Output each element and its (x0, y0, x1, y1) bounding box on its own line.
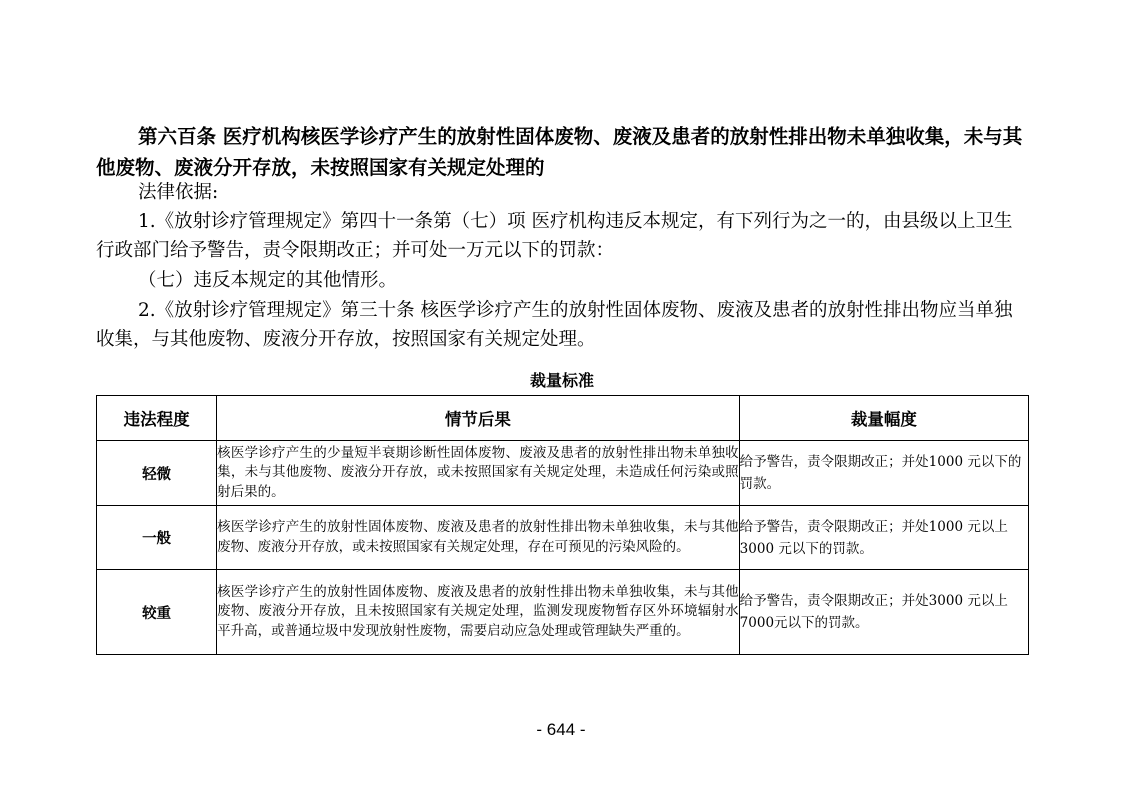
row-penalty-range: 给予警告，责令限期改正；并处1000 元以下的罚款。 (739, 441, 1028, 506)
page-number: - 644 - (536, 720, 586, 739)
header-circumstances: 情节后果 (217, 396, 740, 441)
row-circumstances: 核医学诊疗产生的放射性固体废物、废液及患者的放射性排出物未单独收集，未与其他废物、废液分开存放，或未按照国家有关规定处理，存在可预见的污染风险的。 (217, 506, 740, 570)
row-circumstances: 核医学诊疗产生的少量短半衰期诊断性固体废物、废液及患者的放射性排出物未单独收集，未与其他废物、废液分开存放，或未按照国家有关规定处理，未造成任何污染或照射后果的。 (217, 441, 740, 506)
row-circumstances: 核医学诊疗产生的放射性固体废物、废液及患者的放射性排出物未单独收集，未与其他废物、废液分开存放，且未按照国家有关规定处理，监测发现废物暂存区外环境辐射水平升高，或普通垃圾中发现放射性废物，需要启动应急处理或管理缺失严重的。 (217, 570, 740, 655)
table-row (97, 570, 1029, 655)
row-level: 较重 (97, 570, 217, 655)
discretion-standard-table (96, 395, 1029, 655)
row-penalty-range: 给予警告，责令限期改正；并处1000 元以上3000 元以下的罚款。 (739, 506, 1028, 570)
header-violation-level: 违法程度 (97, 396, 217, 441)
legal-basis-item-2: 2.《放射诊疗管理规定》第三十条 核医学诊疗产生的放射性固体废物、废液及患者的放射性排出物应当单独收集，与其他废物、废液分开存放，按照国家有关规定处理。 (96, 300, 1013, 350)
table-title: 裁量标准 (529, 371, 594, 390)
legal-basis-label: 法律依据: (138, 182, 219, 203)
table-row (97, 441, 1029, 506)
legal-basis-item-1: 1.《放射诊疗管理规定》第四十一条第（七）项 医疗机构违反本规定，有下列行为之一的，由县级以上卫生行政部门给予警告，责令限期改正；并可处一万元以下的罚款： (96, 211, 1013, 261)
row-level: 轻微 (97, 441, 217, 506)
legal-basis-item-1-sub: （七）违反本规定的其他情形。 (138, 270, 398, 291)
header-penalty-range: 裁量幅度 (739, 396, 1028, 441)
row-level: 一般 (97, 506, 217, 570)
table-row (97, 506, 1029, 570)
table-header-row (97, 396, 1029, 441)
article-heading: 第六百条 医疗机构核医学诊疗产生的放射性固体废物、废液及患者的放射性排出物未单独收集，未与其他废物、废液分开存放，未按照国家有关规定处理的 (96, 125, 1023, 179)
row-penalty-range: 给予警告，责令限期改正；并处3000 元以上7000元以下的罚款。 (739, 570, 1028, 655)
